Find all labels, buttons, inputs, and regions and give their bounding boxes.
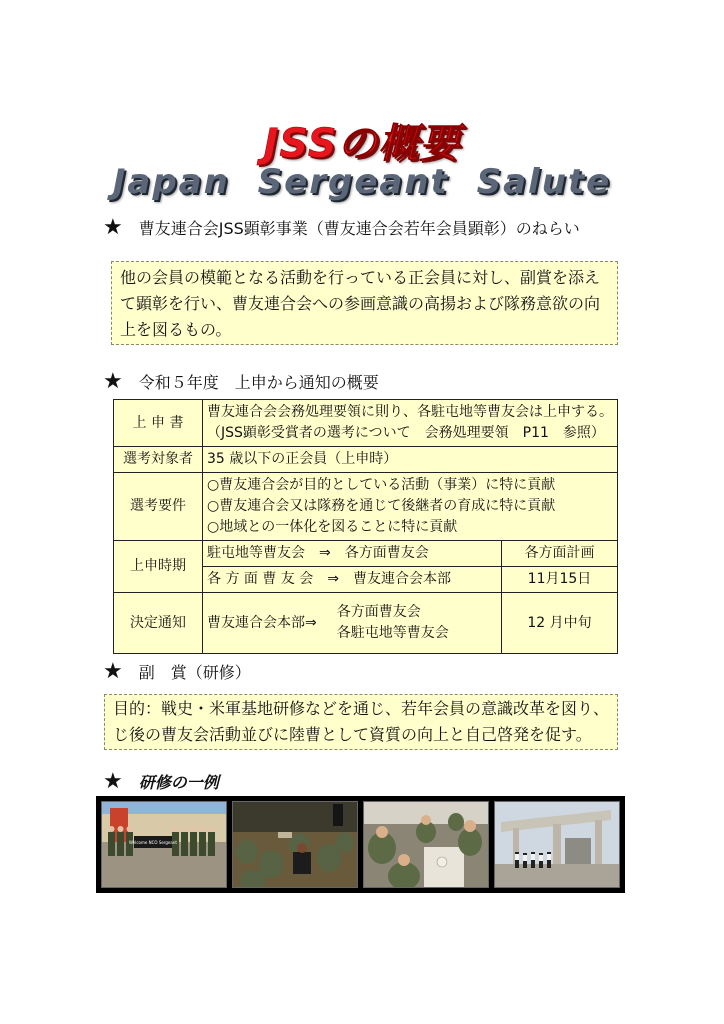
table-row [114, 541, 618, 567]
section-heading-overview-label: 令和５年度 上申から通知の概要 [138, 373, 379, 392]
training-photo-briefing [232, 801, 358, 888]
table-row [114, 447, 618, 473]
training-photo-dining [363, 801, 489, 888]
section-heading-prize [103, 660, 251, 683]
submission-line2: （JSS顕彰受賞者の選考について 会務処理要領 P11 参照） [207, 425, 605, 441]
banner-text: Welcome NCO Sergeant [129, 840, 177, 845]
dining-photo-image [364, 802, 488, 887]
timing-date-2: 11月15日 [502, 567, 618, 593]
row-head-timing: 上申時期 [114, 541, 203, 593]
prize-text: 目的：戦史・米軍基地研修などを通じ、若年会員の意識改革を図り、じ後の曹友会活動並びに陸曹として資質の向上と自己啓発を促す。 [113, 699, 610, 744]
section-heading-example-label: 研修の一例 [138, 773, 219, 792]
page-title: JSSの概要 [263, 121, 461, 167]
section-heading-aim-label: 曹友連合会JSS顕彰事業（曹友連合会若年会員顕彰）のねらい [138, 219, 580, 238]
aim-box [111, 261, 618, 345]
page-subtitle: Japan Sergeant Salute [112, 162, 612, 202]
table-row [114, 593, 618, 654]
table-row [114, 473, 618, 541]
row-head-requirements: 選考要件 [114, 473, 203, 541]
aim-text: 他の会員の模範となる活動を行っている正会員に対し、副賞を添えて顕彰を行い、曹友連合会への参画意識の高揚および隊務意欲の向上を図るもの。 [120, 268, 601, 339]
submission-line1: 曹友連合会会務処理要領に則り、各駐屯地等曹友会は上申する。 [207, 404, 613, 420]
prize-box [104, 694, 618, 750]
memorial-photo-image [495, 802, 619, 887]
training-photo-group [101, 801, 227, 888]
timing-route-2: 各 方 面 曹 友 会 ⇒ 曹友連合会本部 [203, 567, 502, 593]
submission-cell [203, 400, 618, 447]
requirements-cell [203, 473, 618, 541]
timing-route-1: 駐屯地等曹友会 ⇒ 各方面曹友会 [203, 541, 502, 567]
section-heading-prize-label: 副 賞（研修） [138, 663, 251, 682]
notification-date: 12 月中旬 [502, 593, 618, 654]
requirement-2: ○曹友連合会又は隊務を通じて後継者の育成に特に貢献 [207, 498, 556, 514]
table-row [114, 400, 618, 447]
briefing-photo-image [233, 802, 357, 887]
star-icon: ★ [103, 368, 123, 394]
row-head-notification: 決定通知 [114, 593, 203, 654]
timing-date-1: 各方面計画 [502, 541, 618, 567]
training-photo-memorial [494, 801, 620, 888]
requirement-1: ○曹友連合会が目的としている活動（事業）に特に貢献 [207, 477, 556, 493]
training-photo-strip [96, 796, 625, 893]
star-icon: ★ [103, 214, 123, 240]
notification-to-2: 各駐屯地等曹友会 [336, 625, 449, 641]
section-heading-aim [103, 216, 580, 239]
star-icon: ★ [103, 768, 123, 794]
notification-route-cell [203, 593, 502, 654]
eligibility-cell: 35 歳以下の正会員（上申時） [203, 447, 618, 473]
section-heading-overview [103, 370, 379, 393]
notification-from: 曹友連合会本部⇒ [207, 614, 317, 631]
section-heading-example [103, 770, 219, 793]
requirement-3: ○地域との一体化を図ることに特に貢献 [207, 519, 458, 535]
row-head-eligibility: 選考対象者 [114, 447, 203, 473]
star-icon: ★ [103, 658, 123, 684]
row-head-submission: 上 申 書 [114, 400, 203, 447]
notification-to-1: 各方面曹友会 [336, 604, 421, 620]
group-photo-image [102, 802, 226, 887]
overview-table [113, 399, 618, 654]
